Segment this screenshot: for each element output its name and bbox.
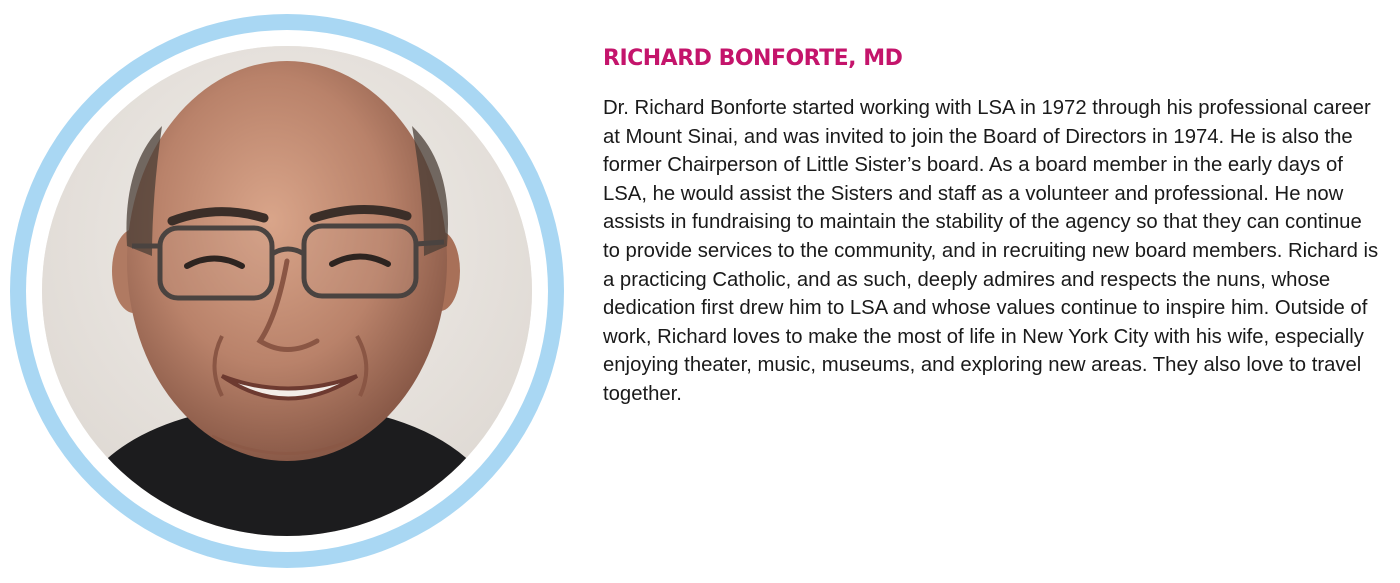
profile-bio-text: Dr. Richard Bonforte started working with LSA in 1972 through his professional career at Mount Sinai, and was invited to join the Board of Directors in 1974. He is also the former Chairperson of Little Sister’s board. As a board member in the early days of LSA, he would assist the Sisters and staff as a volunteer and professional. He now assists in fundraising to maintain the stability of the agency so that they can continue to provide services to the community, and in recruiting new board members. Richard is a practicing Catholic, and as such, deeply admires and respects the nuns, whose dedication first drew him to LSA and whose values continue to inspire him. Outside of work, Richard loves to make the most of life in New York City with his wife, especially enjoying theater, music, museums, and exploring new areas. They also love to travel together. xyxy=(603,97,1379,405)
portrait-frame xyxy=(10,14,564,568)
profile-bio-section xyxy=(603,44,1383,409)
portrait-photo xyxy=(42,46,532,536)
portrait-inner-border xyxy=(26,30,548,552)
profile-name: RICHARD BONFORTE, MD xyxy=(603,46,903,71)
portrait-illustration xyxy=(42,46,532,536)
